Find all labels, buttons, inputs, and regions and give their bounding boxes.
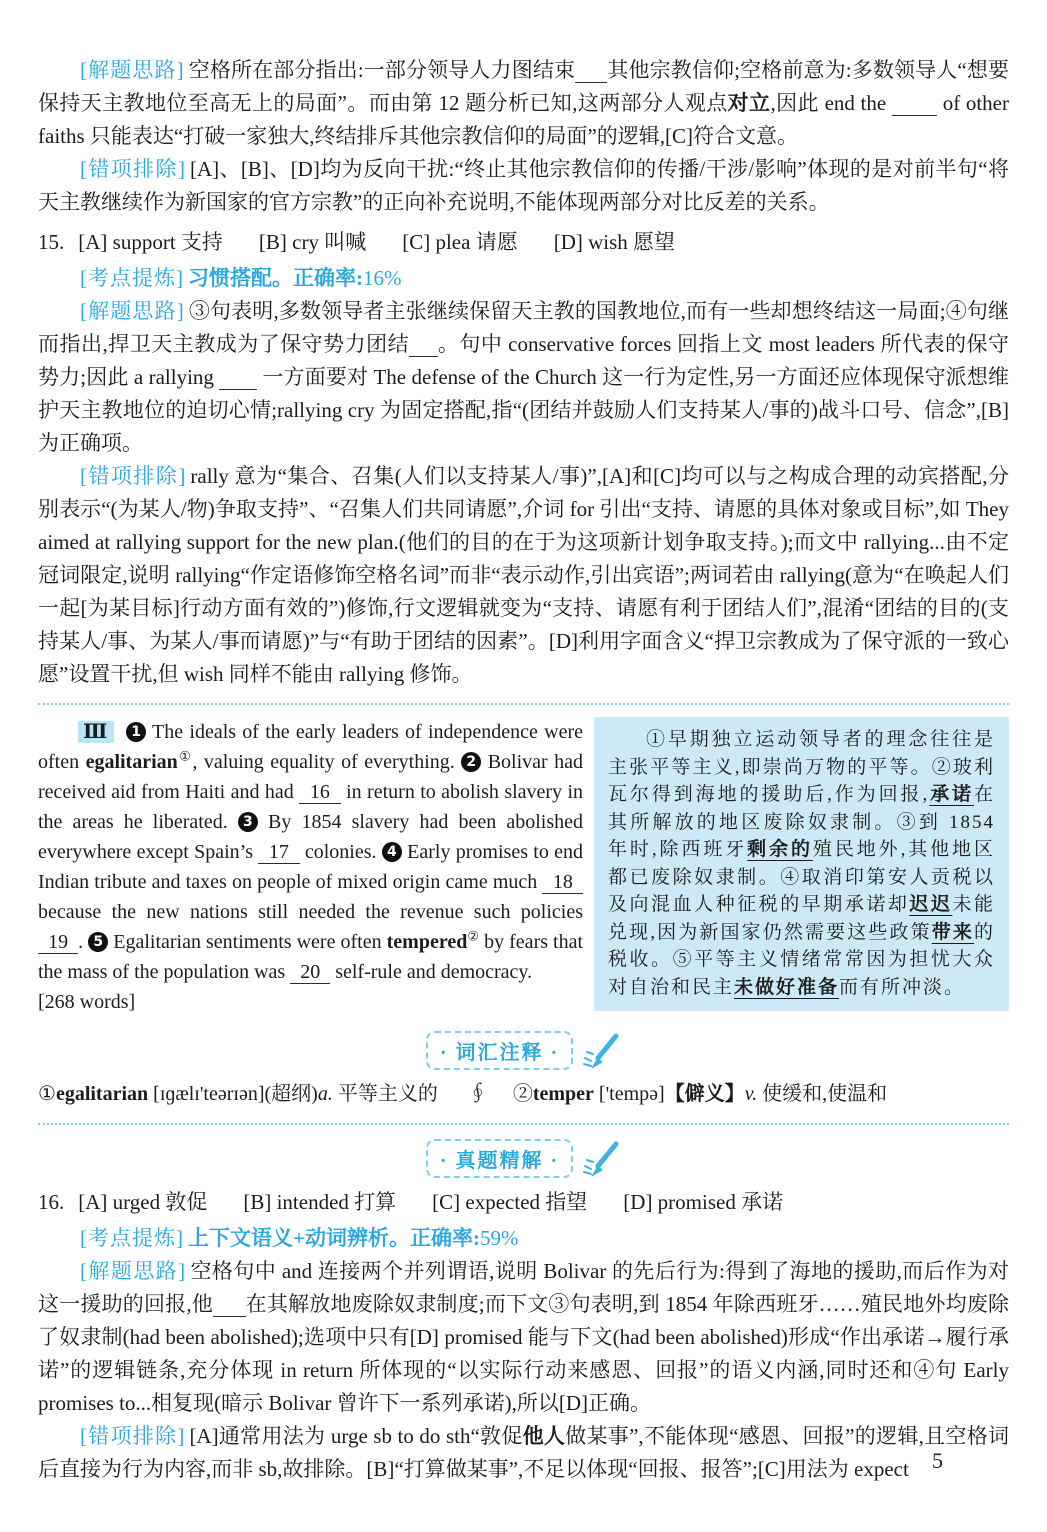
page-number: 5 (932, 1448, 943, 1473)
vocab-header-pill: · 词汇注释 · (426, 1031, 573, 1070)
q14-analysis-paragraph: [解题思路] 空格所在部分指出:一部分领导人力图结束 其他宗教信仰;空格前意为:多数领导人“想要保持天主教地位至高无上的局面”。而由第 12 题分析已知,这两部分人观点对立,因此 end the of other faiths 只能表达“打破一家独大,终结排斥其他宗教信仰的局面”的逻辑,[C]符合文意。 (38, 58, 1009, 148)
vocab-section-header (38, 1031, 1009, 1070)
pen-icon (581, 1033, 621, 1069)
q15-options-line: 15. [A] support 支持 [B] cry 叫喊 [C] plea 请愿 [D] wish 愿望 (38, 230, 676, 254)
q16-kaodian-line: [考点提炼] 上下文语义+动词辨析。正确率:59% (80, 1226, 519, 1250)
dotted-divider (38, 703, 1009, 705)
q15-kaodian-line: [考点提炼] 习惯搭配。正确率:16% (80, 266, 402, 290)
zhenti-header-pill: · 真题精解 · (426, 1139, 573, 1178)
passage-english-text: Ⅲ 1 The ideals of the early leaders of independence were often egalitarian①, valuing equality of everything. 2 Bolivar had received aid from Haiti and had 16 in return to abolish slavery in the areas he liberated. 3 By 1854 slavery had been abolished everywhere except Spain’s 17 colonies. 4 Early promises to end Indian tribute and taxes on people of mixed origin came much 18 because the new nations still needed the revenue such policies 19 . 5 Egalitarian sentiments were often tempered② by fears that the mass of the population was 20 self-rule and democracy. (38, 721, 584, 983)
cloze-passage-section (38, 717, 1009, 1017)
vocab-annotations-line: ①egalitarian [ɪɡælɪ'teərɪən](超纲)a. 平等主义的 ∮ ②temper ['tempə]【僻义】v. 使缓和,使温和 (38, 1083, 888, 1105)
q15-exclusion-paragraph: [错项排除] rally 意为“集合、召集(人们以支持某人/事)”,[A]和[C]均可以与之构成合理的动宾搭配,分别表示“(为某人/物)争取支持”、“召集人们共同请愿”,介词 for 引出“支持、请愿的具体对象或目标”,如 They aimed at rallying support for the new plan.(他们的目的在于为这项新计划争取支持。);而文中 rallying...由不定冠词限定,说明 rallying“作定语修饰空格名词”而非“表示动作,引出宾语”;两词若由 rallying(意为“在唤起人们一起[为某目标]行动方面有效的”)修饰,行文逻辑就变为“支持、请愿有利于团结人们”,混淆“团结的目的(支持某人/事、为某人/事而请愿)”与“有助于团结的因素”。[D]利用字面含义“捍卫宗教成为了保守派的一致心愿”设置干扰,但 wish 同样不能由 rallying 修饰。 (38, 464, 1009, 686)
q16-options-line: 16. [A] urged 敦促 [B] intended 打算 [C] expected 指望 [D] promised 承诺 (38, 1190, 784, 1214)
passage-word-count: [268 words] (38, 991, 136, 1013)
pen-icon (581, 1141, 621, 1177)
q14-exclusion-paragraph: [错项排除] [A]、[B]、[D]均为反向干扰:“终止其他宗教信仰的传播/干涉/影响”体现的是对前半句“将天主教继续作为新国家的官方宗教”的正向补充说明,不能体现两部分对比反差的关系。 (38, 157, 1009, 214)
passage-translation-box: ①早期独立运动领导者的理念往往是主张平等主义,即崇尚万物的平等。②玻利瓦尔得到海地的援助后,作为回报,承诺在其所解放的地区废除奴隶制。③到 1854 年时,除西班牙剩余的殖民地外,其他地区都已废除奴隶制。④取消印第安人贡税以及向混血人种征税的早期承诺却迟迟未能兑现,因为新国家仍然需要这些政策带来的税收。⑤平等主义情绪常常因为担忧大众对自治和民主未做好准备而有所冲淡。 (594, 717, 1009, 1011)
dotted-divider (38, 1123, 1009, 1125)
zhenti-section-header (38, 1139, 1009, 1178)
q16-exclusion-paragraph: [错项排除] [A]通常用法为 urge sb to do sth“敦促他人做某事”,不能体现“感恩、回报”的逻辑,且空格词后直接为行为内容,而非 sb,故排除。[B]“打算做某事”,不足以体现“回报、报答”;[C]用法为 expect (38, 1424, 1010, 1481)
passage-english-column (38, 717, 583, 1017)
q16-analysis-paragraph: [解题思路] 空格句中 and 连接两个并列谓语,说明 Bolivar 的先后行为:得到了海地的援助,而后作为对这一援助的回报,他 在其解放地废除奴隶制度;而下文③句表明,到 1854 年除西班牙……殖民地外均废除了奴隶制(had been abolished);选项中只有[D] promised 能与下文(had been abolished)形成“作出承诺→履行承诺”的逻辑链条,充分体现 in return 所体现的“以实际行动来感恩、回报”的语义内涵,同时还和④句 Early promises to...相复现(暗示 Bolivar 曾许下一系列承诺),所以[D]正确。 (38, 1259, 1010, 1415)
q15-analysis-paragraph: [解题思路] ③句表明,多数领导者主张继续保留天主教的国教地位,而有一些却想终结这一局面;④句继而指出,捍卫天主教成为了保守势力团结 。句中 conservative forces 回指上文 most leaders 所代表的保守势力;因此 a rallying 一方面要对 The defense of the Church 这一行为定性,另一方面还应体现保守派想维护天主教地位的迫切心情;rallying cry 为固定搭配,指“(团结并鼓励人们支持某人/事的)战斗口号、信念”,[B]为正确项。 (38, 299, 1010, 455)
